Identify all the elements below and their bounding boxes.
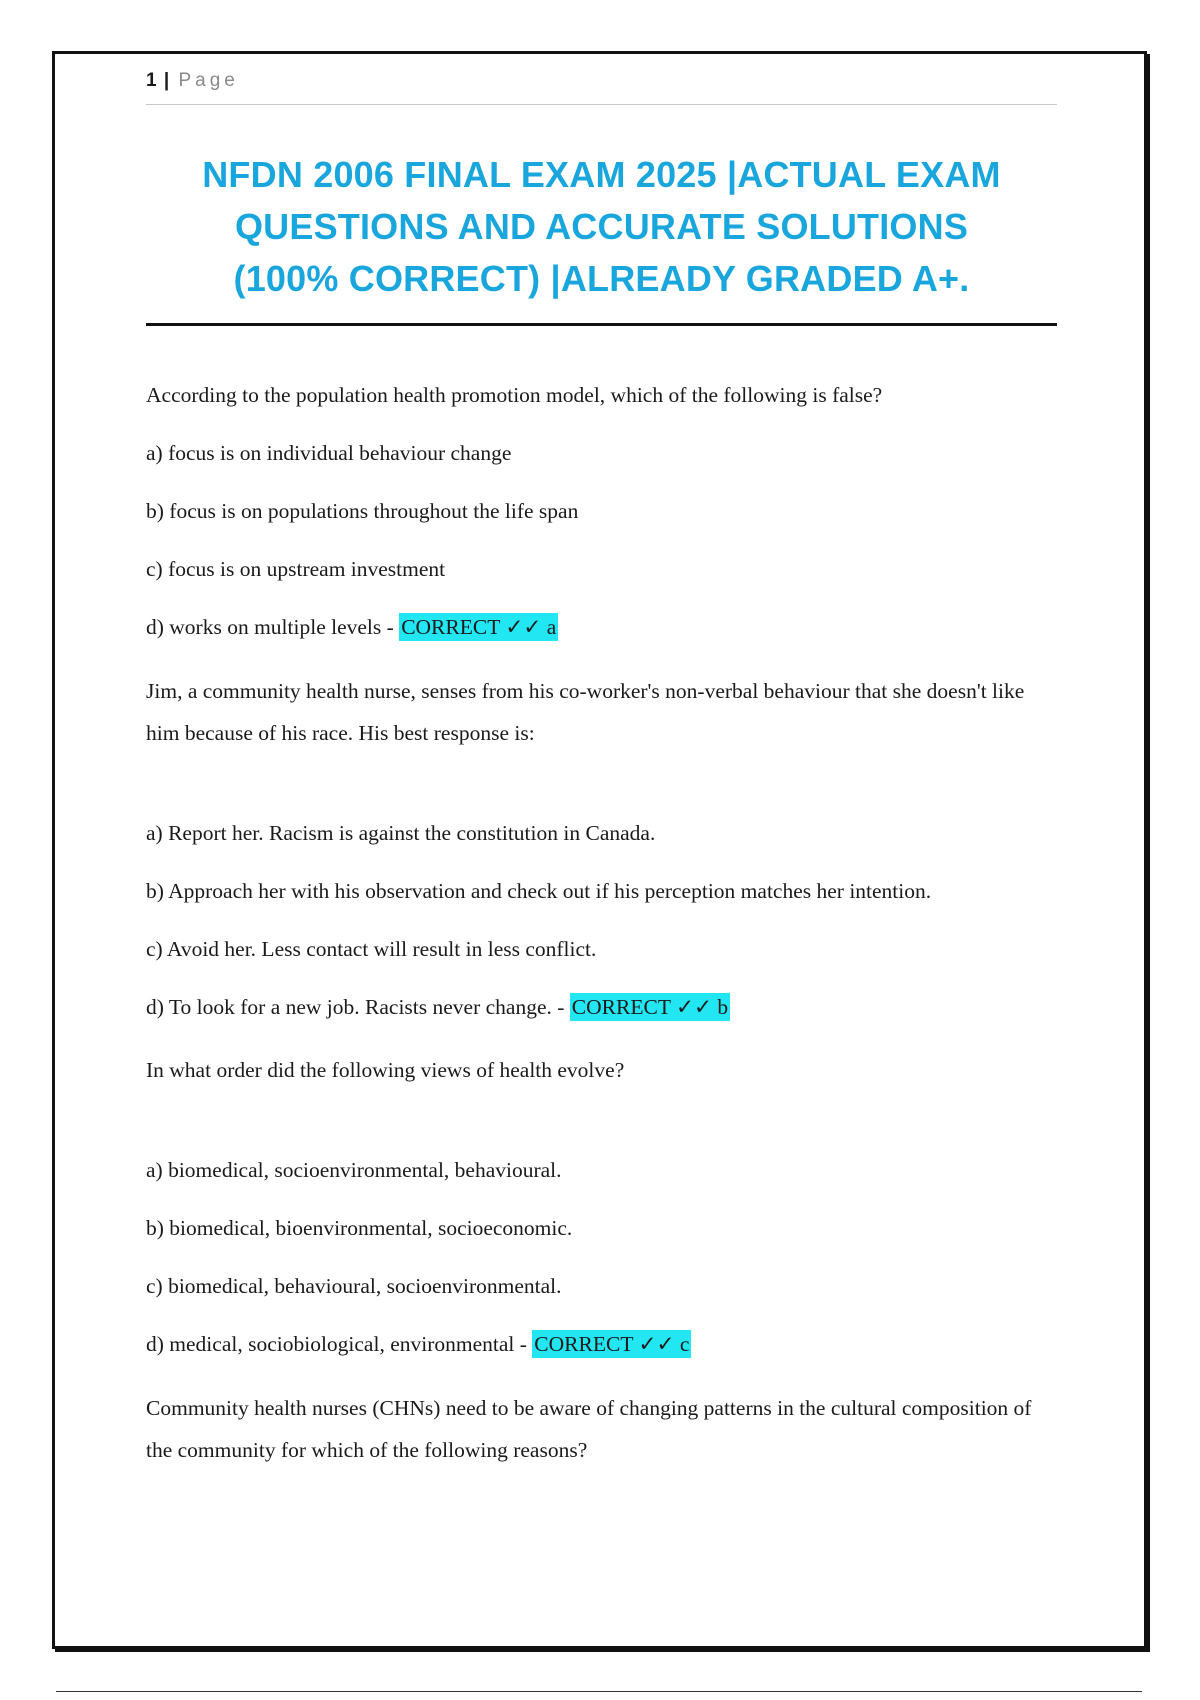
answer-option: c) Avoid her. Less contact will result in less conflict. [146, 936, 597, 961]
title-line-3: (100% CORRECT) |ALREADY GRADED A+. [233, 258, 970, 299]
question-block [146, 1387, 1057, 1471]
correct-answer-highlight: CORRECT ✓✓ c [534, 1332, 690, 1356]
question-stem: Jim, a community health nurse, senses from his co-worker's non-verbal behaviour that she doesn't like him because of his race. His best response is: [146, 678, 1025, 745]
title-line-2: QUESTIONS AND ACCURATE SOLUTIONS [234, 206, 969, 247]
answer-option: d) To look for a new job. Racists never change. - [146, 994, 570, 1019]
answer-option: a) biomedical, socioenvironmental, behavioural. [146, 1158, 562, 1182]
question-stem: Community health nurses (CHNs) need to be aware of changing patterns in the cultural composition of the community for which of the following reasons? [146, 1395, 1032, 1462]
answer-option: a) Report her. Racism is against the constitution in Canada. [146, 820, 656, 845]
question-stem: In what order did the following views of health evolve? [146, 1058, 625, 1082]
answer-option: c) biomedical, behavioural, socioenvironmental. [146, 1274, 562, 1298]
bottom-divider [56, 1691, 1142, 1692]
page-content [146, 70, 1057, 1487]
answer-option: b) Approach her with his observation and check out if his perception matches her intention. [146, 878, 932, 903]
question-list [146, 374, 1057, 1471]
answer-option-with-key [146, 986, 1057, 1028]
title-line-1: NFDN 2006 FINAL EXAM 2025 |ACTUAL EXAM [202, 154, 1001, 195]
answer-option: a) focus is on individual behaviour change [146, 441, 512, 465]
correct-answer-highlight: CORRECT ✓✓ a [401, 615, 557, 639]
correct-answer-highlight: CORRECT ✓✓ b [571, 994, 729, 1019]
answer-option: d) medical, sociobiological, environmental - [146, 1332, 533, 1356]
question-block [146, 1049, 1057, 1365]
page-number: 1 [146, 70, 157, 91]
answer-option-with-key [146, 1323, 1057, 1365]
question-block [146, 670, 1057, 1028]
answer-option: d) works on multiple levels - [146, 615, 400, 639]
answer-option: b) biomedical, bioenvironmental, socioeconomic. [146, 1216, 573, 1240]
question-block [146, 374, 1057, 648]
page-header-separator: | [163, 70, 170, 91]
page-label: Page [178, 70, 239, 91]
document-title [146, 149, 1057, 326]
page-header [146, 70, 1057, 105]
answer-option: c) focus is on upstream investment [146, 557, 446, 581]
answer-option-with-key [146, 606, 1057, 648]
answer-option: b) focus is on populations throughout the life span [146, 499, 579, 523]
question-stem: According to the population health promotion model, which of the following is false? [146, 383, 883, 407]
